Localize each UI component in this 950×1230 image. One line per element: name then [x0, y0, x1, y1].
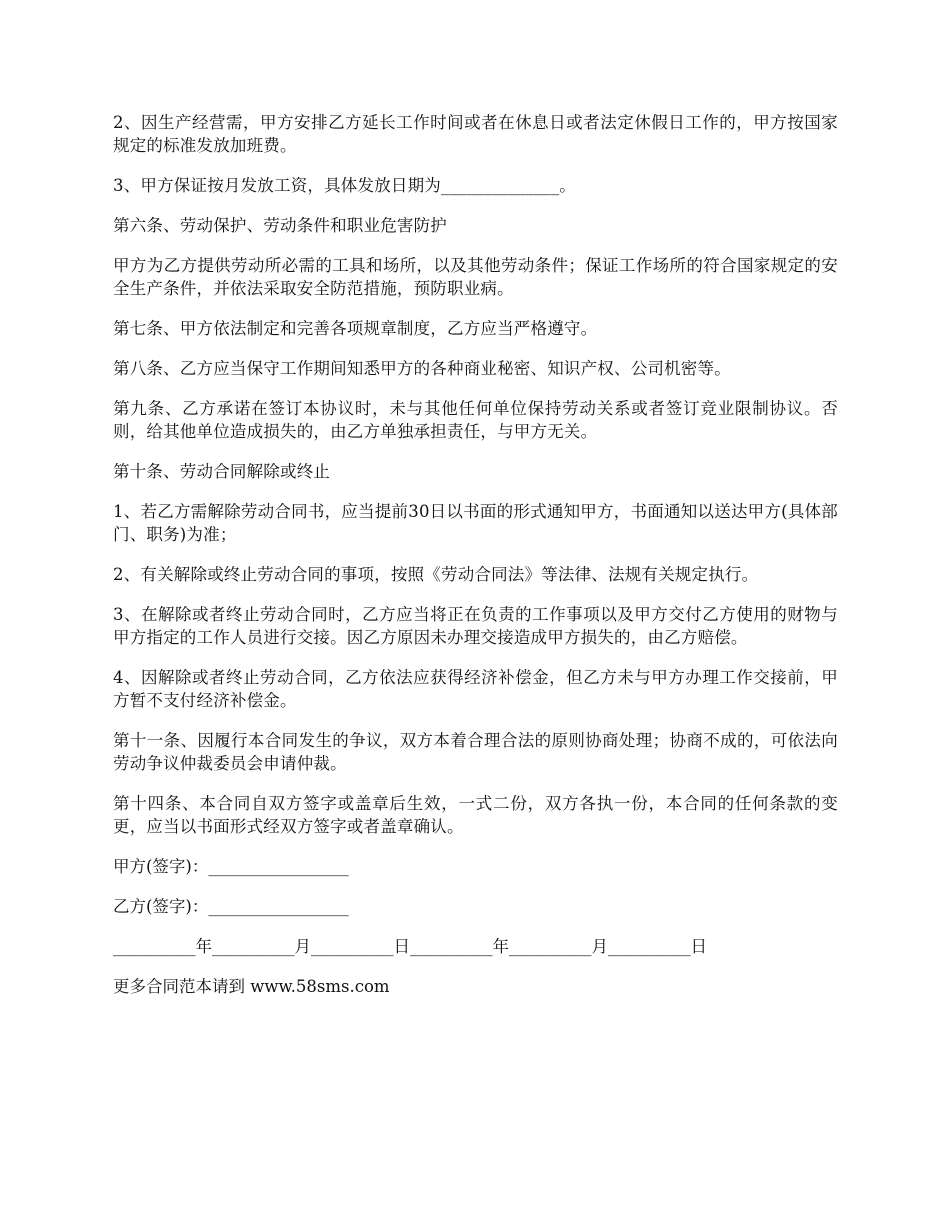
- document-page: [113, 111, 838, 998]
- paragraph-article-8: 第八条、乙方应当保守工作期间知悉甲方的各种商业秘密、知识产权、公司机密等。: [113, 359, 731, 378]
- paragraph-termination-notice: 1、若乙方需解除劳动合同书，应当提前30日以书面的形式通知甲方，书面通知以送达甲方(具体部门、职务)为准；: [113, 502, 838, 544]
- heading-article-10: 第十条、劳动合同解除或终止: [113, 462, 331, 481]
- paragraph-labor-protection: 甲方为乙方提供劳动所必需的工具和场所，以及其他劳动条件；保证工作场所的符合国家规定的安全生产条件，并依法采取安全防范措施，预防职业病。: [113, 256, 838, 298]
- paragraph-salary-date: 3、甲方保证按月发放工资，具体发放日期为______________。: [113, 176, 576, 195]
- paragraph-handover: 3、在解除或者终止劳动合同时，乙方应当将正在负责的工作事项以及甲方交付乙方使用的财物与甲方指定的工作人员进行交接。因乙方原因未办理交接造成甲方损失的，由乙方赔偿。: [113, 605, 838, 647]
- paragraph-overtime-pay: 2、因生产经营需，甲方安排乙方延长工作时间或者在休息日或者法定休假日工作的，甲方按国家规定的标准发放加班费。: [113, 113, 838, 155]
- footer-link-text: 更多合同范本请到 www.58sms.com: [113, 977, 390, 996]
- paragraph-termination-law: 2、有关解除或终止劳动合同的事项，按照《劳动合同法》等法律、法规有关规定执行。: [113, 565, 759, 584]
- date-line: __________年__________月__________日__________年__________月__________日: [113, 937, 707, 956]
- paragraph-article-14: 第十四条、本合同自双方签字或盖章后生效，一式二份，双方各执一份，本合同的任何条款的变更，应当以书面形式经双方签字或者盖章确认。: [113, 794, 838, 836]
- heading-article-6: 第六条、劳动保护、劳动条件和职业危害防护: [113, 216, 447, 235]
- paragraph-article-11: 第十一条、因履行本合同发生的争议，双方本着合理合法的原则协商处理；协商不成的，可依法向劳动争议仲裁委员会申请仲裁。: [113, 731, 838, 773]
- paragraph-article-7: 第七条、甲方依法制定和完善各项规章制度，乙方应当严格遵守。: [113, 319, 598, 338]
- paragraph-article-9: 第九条、乙方承诺在签订本协议时，未与其他任何单位保持劳动关系或者签订竞业限制协议。否则，给其他单位造成损失的，由乙方单独承担责任，与甲方无关。: [113, 399, 838, 441]
- paragraph-compensation: 4、因解除或者终止劳动合同，乙方依法应获得经济补偿金，但乙方未与甲方办理工作交接前，甲方暂不支付经济补偿金。: [113, 668, 838, 710]
- signature-party-a: 甲方(签字)：_________________: [113, 857, 349, 876]
- signature-party-b: 乙方(签字)：_________________: [113, 897, 349, 916]
